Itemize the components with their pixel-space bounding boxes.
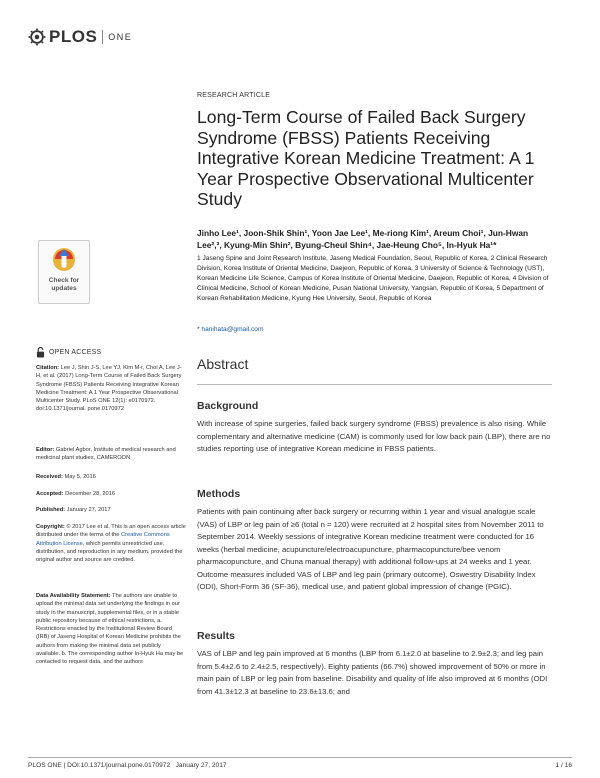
logo-divider bbox=[102, 30, 103, 44]
citation-text: Lee J, Shin J-S, Lee YJ, Kim M-r, Choi A, Lee J-H, et al. (2017) Long-Term Course of Failed Back Surgery Syndrome (FBSS) Patients Receiving Integrative Korean Medicine Treatment: A 1 Year Prospective Observational Multicenter Study. PLoS ONE 12(1): e0170972. doi:10.1371/journal. pone.0170972 bbox=[36, 365, 182, 413]
received-block bbox=[36, 473, 186, 481]
background-heading: Background bbox=[197, 400, 259, 412]
author-list: Jinho Lee¹, Joon-Shik Shin¹, Yoon Jae Lee¹, Me-riong Kim¹, Areum Choi¹, Jun-Hwan Lee²,³, Kyung-Min Shin², Byung-Cheul Shin⁴, Jae-Heung Cho⁵, In-Hyuk Ha¹* bbox=[197, 228, 529, 250]
open-lock-icon bbox=[36, 347, 45, 358]
open-access-badge bbox=[36, 347, 101, 358]
copyright-label: Copyright: bbox=[36, 524, 65, 530]
logo-journal-text: ONE bbox=[108, 32, 133, 42]
published-block bbox=[36, 506, 186, 514]
abstract-divider bbox=[197, 384, 552, 385]
email-prefix: * bbox=[197, 326, 202, 333]
citation-label: Citation: bbox=[36, 365, 60, 371]
data-availability-text: The authors are unable to upload the minimal data set underlying the findings in our study in the manuscript, supplemental files, or in a stable public repository because of ethical restrictions, a. Restrictions enacted by the Institutional Review Board (IRB) of Jaseng Hospital of Korean Medicine prohibits the authors from making the minimal data set publicly available. b. The corresponding author In-Hyuk Ha may be contacted to request data, and the authors bbox=[36, 593, 184, 666]
published-date: January 27, 2017 bbox=[66, 507, 111, 513]
copyright-block bbox=[36, 523, 186, 564]
plos-one-logo bbox=[28, 26, 132, 48]
copyright-text-end: , which permits unrestricted use, distribution, and reproduction in any medium, provided the original author and source are credited. bbox=[36, 540, 183, 564]
methods-heading: Methods bbox=[197, 488, 241, 500]
cc-license-link[interactable]: Creative Commons Attribution License bbox=[36, 532, 170, 547]
corresponding-email bbox=[197, 326, 263, 333]
published-label: Published: bbox=[36, 507, 66, 513]
editor-label: Editor: bbox=[36, 447, 55, 453]
logo-plos-text: PLOS bbox=[49, 27, 98, 46]
check-for-updates-badge[interactable] bbox=[38, 240, 90, 304]
results-heading: Results bbox=[197, 630, 235, 642]
editor-text: Gabriel Agbor, Institute of medical research and medicinal plant studies, CAMEROON bbox=[36, 447, 176, 462]
abstract-heading: Abstract bbox=[197, 356, 249, 372]
accepted-block bbox=[36, 490, 186, 498]
data-availability-label: Data Availability Statement: bbox=[36, 593, 111, 599]
footer-divider bbox=[28, 757, 572, 758]
results-text: VAS of LBP and leg pain improved at 6 months (LBP from 6.1±2.0 at baseline to 2.9±2.3; and leg pain from 5.4±2.6 to 2.4±2.5, respectively). Eighty patients (66.7%) showed improvement of 50% or more in main pain of LBP or leg pain from baseline. Disability and quality of life also improved at 6 months (ODI from 41.3±12.3 at baseline to 23.6±13.6; and bbox=[197, 649, 548, 696]
article-type: RESEARCH ARTICLE bbox=[197, 92, 271, 99]
check-updates-icon bbox=[52, 247, 76, 275]
footer-citation: PLOS ONE | DOI:10.1371/journal.pone.0170972 January 27, 2017 bbox=[28, 762, 227, 769]
affiliations: 1 Jaseng Spine and Joint Research Institute, Jaseng Medical Foundation, Seoul, Republic of Korea, 2 Clinical Research Division, Korea Institute of Oriental Medicine, Daejeon, Republic of Korea, 3 University of Science & Technology (UST), Korean Medicine Life Science, Campus of Korea Institute of Oriental Medicine, Daejeon, Republic of Korea, 4 Division of Clinical Medicine, School of Korean Medicine, Pusan National University, Yangsan, Republic of Korea, 5 Department of Korean Rehabilitation Medicine, Kyung Hee University, Seoul, Republic of Korea bbox=[197, 255, 549, 303]
copyright-text: © 2017 Lee et al. This is an open access article distributed under the terms of the bbox=[36, 524, 186, 539]
editor-block bbox=[36, 446, 186, 463]
received-date: May 5, 2016 bbox=[64, 474, 96, 480]
open-access-label: OPEN ACCESS bbox=[49, 349, 102, 356]
methods-text: Patients with pain continuing after back surgery or recurring within 1 year and visual analogue scale (VAS) of LBP or leg pain of ≥6 (total n = 120) were recruited at 2 hospital sites from November 2011 to September 2014. Weekly sessions of integrative Korean medicine treatment were conducted for 16 weeks (herbal medicine, acupuncture/electroacupuncture, pharmacopuncture/bee venom pharmacopuncture, and Chuna manual therapy) with additional follow-ups at 24 weeks and 1 year. Outcome measures included VAS of LBP and leg pain (primary outcome), Oswestry Disability Index (ODI), Short-Form 36 (SF-36), medical use, and patient global impression of change (PGIC). bbox=[197, 507, 544, 591]
email-link[interactable]: hanihata@gmail.com bbox=[201, 326, 264, 333]
article-title: Long-Term Course of Failed Back Surgery Syndrome (FBSS) Patients Receiving Integrative Korean Medicine Treatment: A 1 Year Prospective Observational Multicenter Study bbox=[197, 107, 535, 209]
check-updates-label: Check for updates bbox=[48, 277, 80, 292]
background-text: With increase of spine surgeries, failed back surgery syndrome (FBSS) prevalence is also rising. While complementary and alternative medicine (CAM) is commonly used for low back pain (LBP), there are no studies reporting use of integrative Korean medicine in FBSS patients. bbox=[197, 419, 551, 453]
accepted-label: Accepted: bbox=[36, 491, 64, 497]
accepted-date: December 28, 2016 bbox=[65, 491, 116, 497]
citation-block bbox=[36, 364, 186, 414]
plos-logo-icon bbox=[28, 28, 46, 46]
page-number: 1 / 16 bbox=[555, 762, 572, 769]
data-availability-block bbox=[36, 592, 186, 667]
received-label: Received: bbox=[36, 474, 63, 480]
